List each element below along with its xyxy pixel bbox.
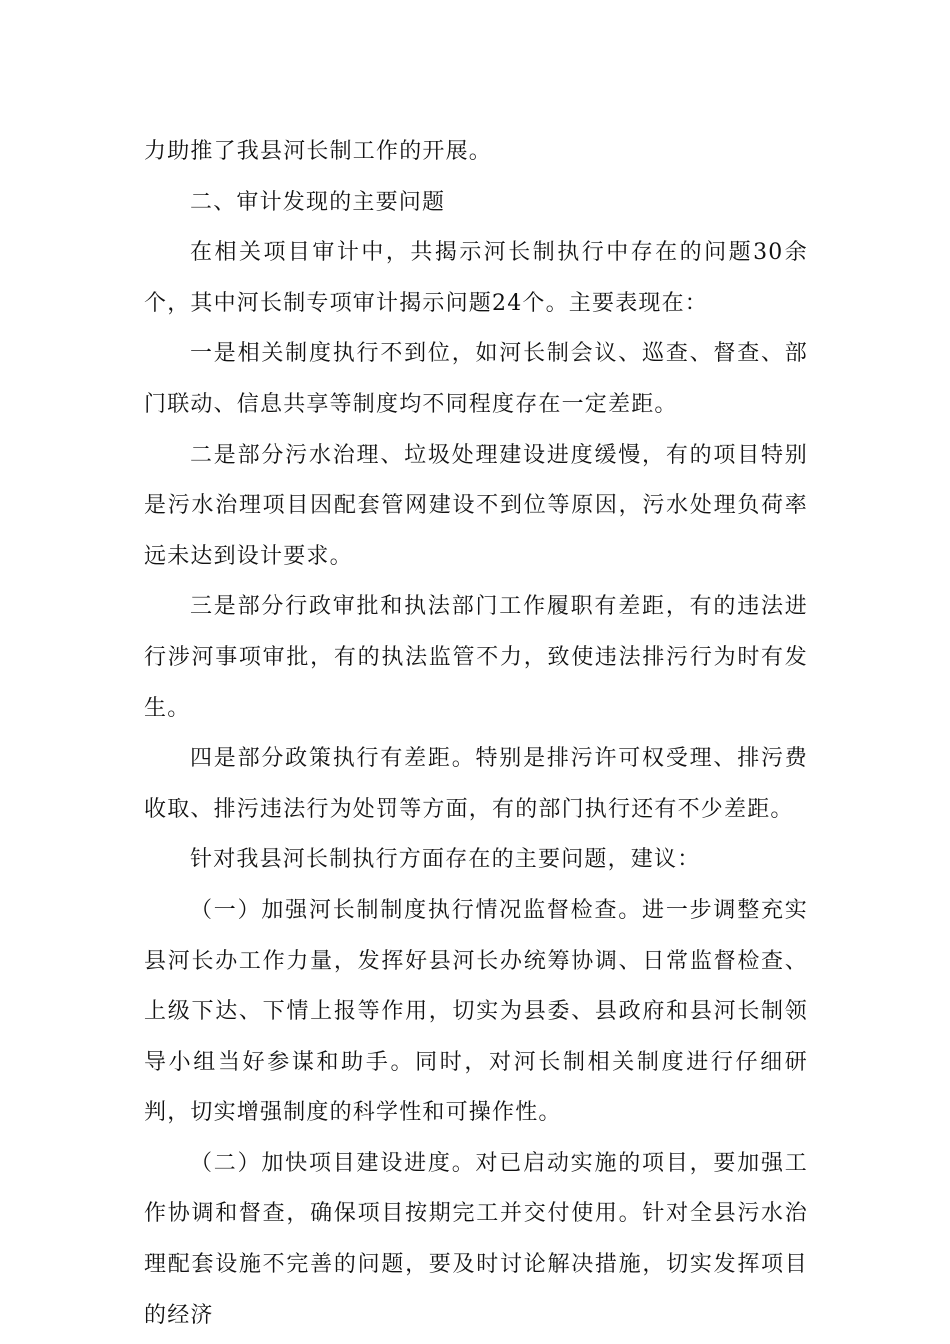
paragraph-3: 在相关项目审计中，共揭示河长制执行中存在的问题30余个，其中河长制专项审计揭示问题24个。主要表现在： [144, 240, 808, 316]
paragraph-6: 三是部分行政审批和执法部门工作履职有差距，有的违法进行涉河事项审批，有的执法监管不力，致使违法排污行为时有发生。 [144, 594, 808, 721]
paragraph-4: 一是相关制度执行不到位，如河长制会议、巡查、督查、部门联动、信息共享等制度均不同程度存在一定差距。 [144, 341, 808, 417]
paragraph-7: 四是部分政策执行有差距。特别是排污许可权受理、排污费收取、排污违法行为处罚等方面，有的部门执行还有不少差距。 [144, 746, 808, 822]
paragraph-9: （一）加强河长制制度执行情况监督检查。进一步调整充实县河长办工作力量，发挥好县河长办统筹协调、日常监督检查、上级下达、下情上报等作用，切实为县委、县政府和县河长制领导小组当好参谋和助手。同时，对河长制相关制度进行仔细研判，切实增强制度的科学性和可操作性。 [144, 897, 808, 1126]
paragraph-10: （二）加快项目建设进度。对已启动实施的项目，要加强工作协调和督查，确保项目按期完工并交付使用。针对全县污水治理配套设施不完善的问题，要及时讨论解决措施，切实发挥项目的经济 [144, 1150, 808, 1328]
paragraph-1: 力助推了我县河长制工作的开展。 [144, 139, 493, 164]
paragraph-8: 针对我县河长制执行方面存在的主要问题，建议： [190, 847, 701, 873]
document-body [144, 127, 808, 1341]
section-heading: 二、审计发现的主要问题 [190, 189, 446, 215]
paragraph-5: 二是部分污水治理、垃圾处理建设进度缓慢，有的项目特别是污水治理项目因配套管网建设不到位等原因，污水处理负荷率远未达到设计要求。 [144, 442, 808, 569]
